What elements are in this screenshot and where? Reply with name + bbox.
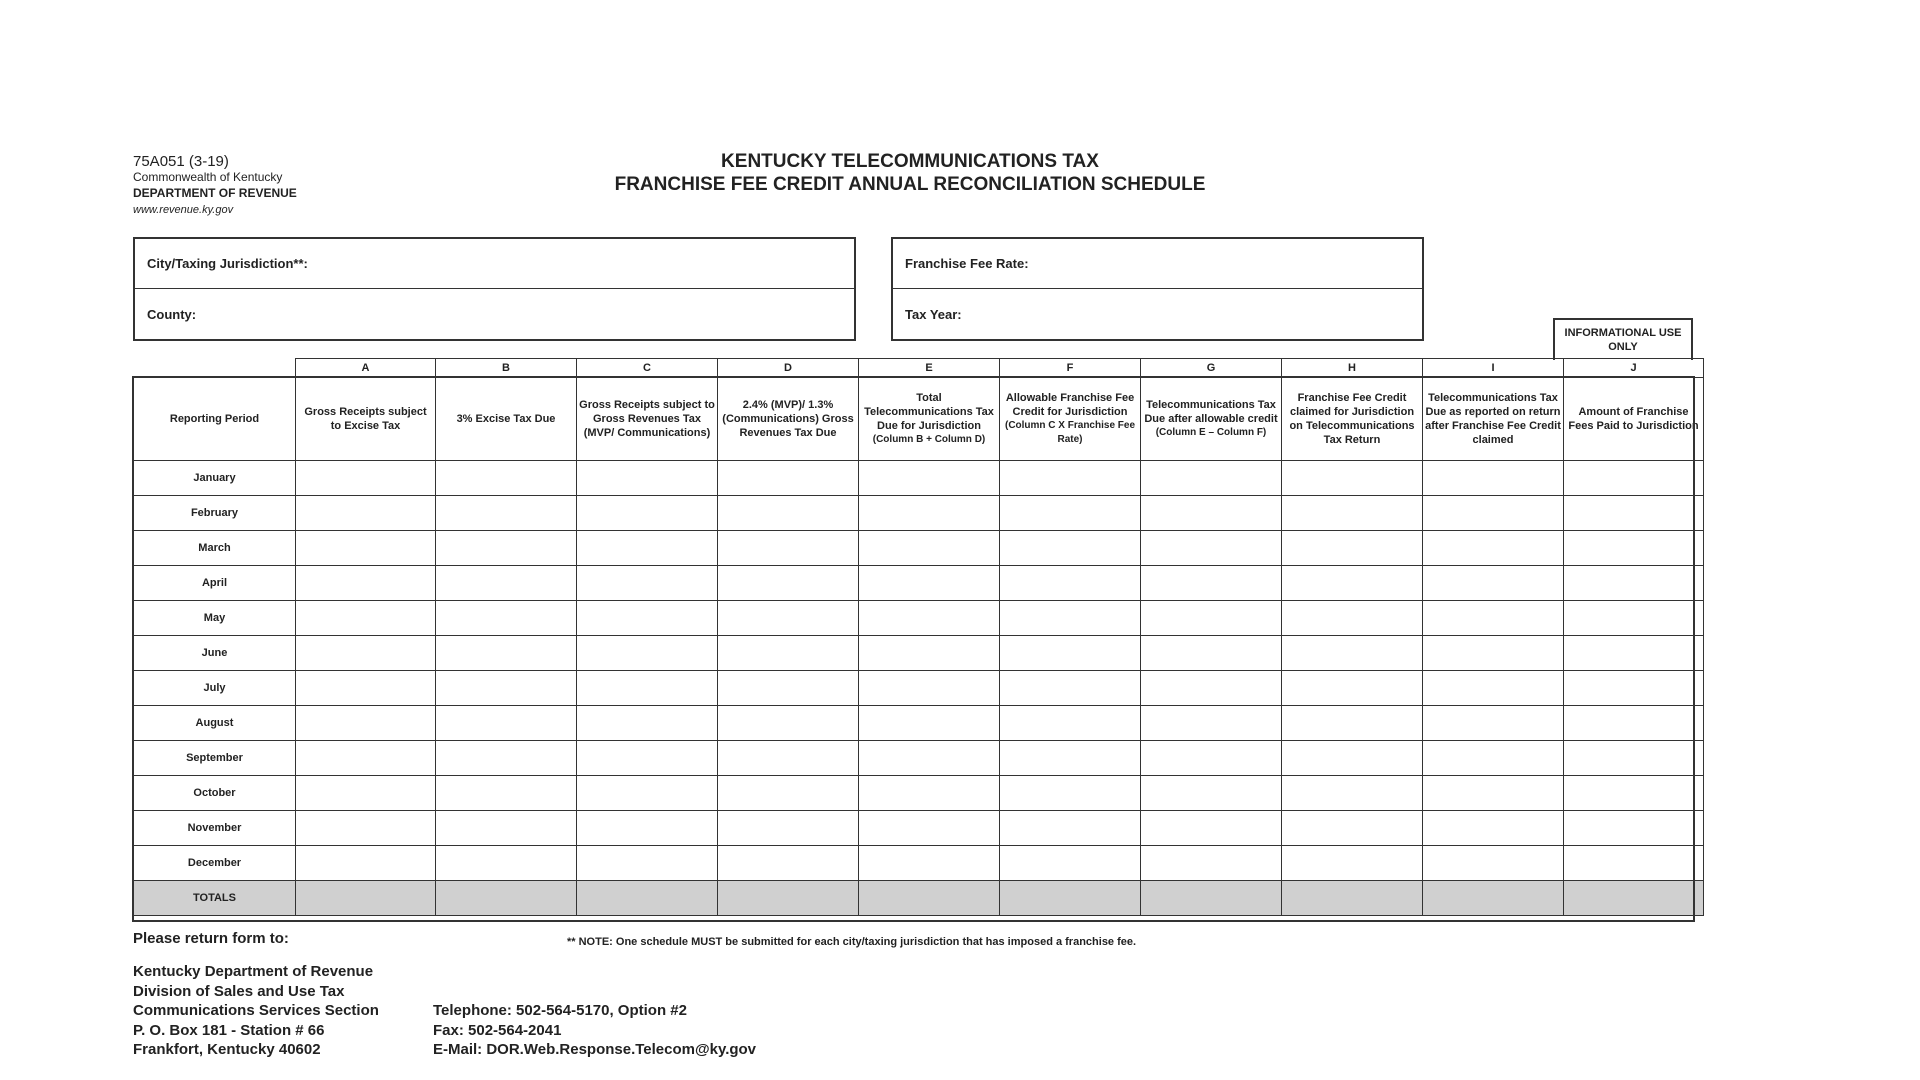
- telephone: Telephone: 502-564-5170, Option #2: [433, 1002, 687, 1019]
- entry-cell[interactable]: [577, 741, 718, 776]
- column-header: [1564, 378, 1704, 461]
- column-header: [134, 378, 296, 461]
- entry-cell[interactable]: [1000, 636, 1141, 671]
- entry-cell[interactable]: [1141, 811, 1282, 846]
- entry-cell[interactable]: [859, 846, 1000, 881]
- entry-cell[interactable]: [1564, 671, 1704, 706]
- entry-cell[interactable]: [436, 671, 577, 706]
- entry-cell[interactable]: [1423, 776, 1564, 811]
- entry-cell[interactable]: [718, 811, 859, 846]
- entry-cell[interactable]: [1564, 496, 1704, 531]
- entry-cell[interactable]: [1000, 601, 1141, 636]
- rate-box: [891, 237, 1424, 341]
- entry-cell[interactable]: [718, 601, 859, 636]
- entry-cell[interactable]: [718, 636, 859, 671]
- month-label: July: [134, 671, 296, 706]
- column-formula-note: (Column B + Column D): [872, 434, 986, 445]
- entry-cell[interactable]: [1423, 461, 1564, 496]
- entry-cell[interactable]: [577, 636, 718, 671]
- entry-cell[interactable]: [1564, 601, 1704, 636]
- entry-cell[interactable]: [296, 496, 436, 531]
- column-header: [436, 378, 577, 461]
- total-cell[interactable]: [1564, 881, 1704, 916]
- entry-cell[interactable]: [859, 496, 1000, 531]
- total-cell[interactable]: [718, 881, 859, 916]
- entry-cell[interactable]: [436, 461, 577, 496]
- entry-cell[interactable]: [1000, 671, 1141, 706]
- entry-cell[interactable]: [1141, 846, 1282, 881]
- entry-cell[interactable]: [1282, 671, 1423, 706]
- entry-cell[interactable]: [718, 741, 859, 776]
- tax-year-field[interactable]: [893, 289, 1422, 339]
- month-label: January: [134, 461, 296, 496]
- entry-cell[interactable]: [1000, 846, 1141, 881]
- entry-cell[interactable]: [577, 706, 718, 741]
- entry-cell[interactable]: [859, 531, 1000, 566]
- column-letter: B: [436, 359, 577, 378]
- entry-cell[interactable]: [296, 636, 436, 671]
- entry-cell[interactable]: [1141, 706, 1282, 741]
- entry-cell[interactable]: [577, 811, 718, 846]
- column-header-row: [134, 378, 1704, 461]
- entry-cell[interactable]: [718, 706, 859, 741]
- totals-row: [134, 881, 1704, 916]
- column-formula-note: (Column C X Franchise Fee Rate): [1004, 420, 1136, 445]
- entry-cell[interactable]: [296, 741, 436, 776]
- entry-cell[interactable]: [577, 496, 718, 531]
- entry-cell[interactable]: [1141, 601, 1282, 636]
- entry-cell[interactable]: [1564, 531, 1704, 566]
- address-line: Division of Sales and Use Tax: [133, 982, 345, 1000]
- address-line: P. O. Box 181 - Station # 66: [133, 1021, 325, 1039]
- entry-cell[interactable]: [296, 531, 436, 566]
- table-row: [134, 671, 1704, 706]
- entry-cell[interactable]: [296, 461, 436, 496]
- fee-rate-field[interactable]: [893, 239, 1422, 289]
- entry-cell[interactable]: [1423, 636, 1564, 671]
- entry-cell[interactable]: [859, 566, 1000, 601]
- month-label: April: [134, 566, 296, 601]
- column-header: [1141, 378, 1282, 461]
- entry-cell[interactable]: [859, 636, 1000, 671]
- column-letter: H: [1282, 359, 1423, 378]
- entry-cell[interactable]: [577, 566, 718, 601]
- entry-cell[interactable]: [436, 811, 577, 846]
- table-row: [134, 811, 1704, 846]
- column-header: [1000, 378, 1141, 461]
- month-label: June: [134, 636, 296, 671]
- column-letter: G: [1141, 359, 1282, 378]
- column-header-text: Reporting Period: [169, 413, 260, 425]
- table-row: [134, 601, 1704, 636]
- entry-cell[interactable]: [296, 776, 436, 811]
- entry-cell[interactable]: [1564, 636, 1704, 671]
- table-row: [134, 531, 1704, 566]
- entry-cell[interactable]: [296, 601, 436, 636]
- entry-cell[interactable]: [859, 601, 1000, 636]
- entry-cell[interactable]: [1141, 671, 1282, 706]
- column-header-text: Franchise Fee Credit claimed for Jurisdiction on Telecommunications Tax Return: [1289, 392, 1415, 446]
- entry-cell[interactable]: [859, 706, 1000, 741]
- entry-cell[interactable]: [1564, 846, 1704, 881]
- column-letter: D: [718, 359, 859, 378]
- entry-cell[interactable]: [1282, 811, 1423, 846]
- entry-cell[interactable]: [1141, 531, 1282, 566]
- total-cell[interactable]: [859, 881, 1000, 916]
- fax: Fax: 502-564-2041: [433, 1021, 562, 1039]
- entry-cell[interactable]: [296, 671, 436, 706]
- entry-cell[interactable]: [1000, 706, 1141, 741]
- entry-cell[interactable]: [1141, 496, 1282, 531]
- table-row: [134, 636, 1704, 671]
- entry-cell[interactable]: [1000, 776, 1141, 811]
- commonwealth-label: Commonwealth of Kentucky: [133, 170, 283, 184]
- column-header-text: 2.4% (MVP)/ 1.3% (Communications) Gross Revenues Tax Due: [722, 399, 854, 439]
- jurisdiction-box: [133, 237, 856, 341]
- table-row: [134, 741, 1704, 776]
- total-cell[interactable]: [577, 881, 718, 916]
- column-header: [859, 378, 1000, 461]
- entry-cell[interactable]: [1282, 496, 1423, 531]
- entry-cell[interactable]: [1000, 566, 1141, 601]
- entry-cell[interactable]: [436, 741, 577, 776]
- entry-cell[interactable]: [718, 776, 859, 811]
- entry-cell[interactable]: [1282, 706, 1423, 741]
- entry-cell[interactable]: [1423, 706, 1564, 741]
- column-header-text: Total Telecommunications Tax Due for Jurisdiction: [864, 392, 994, 432]
- month-label: September: [134, 741, 296, 776]
- column-header: [296, 378, 436, 461]
- total-cell[interactable]: [1141, 881, 1282, 916]
- total-cell[interactable]: [296, 881, 436, 916]
- entry-cell[interactable]: [1282, 461, 1423, 496]
- entry-cell[interactable]: [436, 846, 577, 881]
- column-letter: [134, 359, 296, 378]
- website-link[interactable]: www.revenue.ky.gov: [133, 204, 234, 216]
- entry-cell[interactable]: [859, 741, 1000, 776]
- entry-cell[interactable]: [1000, 811, 1141, 846]
- fee-rate-label: Franchise Fee Rate:: [905, 256, 1029, 271]
- entry-cell[interactable]: [1282, 636, 1423, 671]
- entry-cell[interactable]: [296, 846, 436, 881]
- entry-cell[interactable]: [436, 496, 577, 531]
- column-header: [1423, 378, 1564, 461]
- column-header-text: Allowable Franchise Fee Credit for Jurisdiction: [1005, 392, 1135, 418]
- entry-cell[interactable]: [296, 706, 436, 741]
- address-line: Kentucky Department of Revenue: [133, 963, 374, 980]
- column-letter: I: [1423, 359, 1564, 378]
- entry-cell[interactable]: [859, 671, 1000, 706]
- tax-year-label: Tax Year:: [905, 306, 962, 322]
- entry-cell[interactable]: [718, 846, 859, 881]
- table-row: [134, 706, 1704, 741]
- entry-cell[interactable]: [859, 461, 1000, 496]
- month-label: March: [134, 531, 296, 566]
- entry-cell[interactable]: [718, 566, 859, 601]
- return-address: [133, 962, 379, 1060]
- address-line: Frankfort, Kentucky 40602: [133, 1041, 321, 1058]
- email-link[interactable]: E-Mail: DOR.Web.Response.Telecom@ky.gov: [433, 1041, 757, 1058]
- form-number: 75A051 (3-19): [133, 153, 229, 170]
- column-letter: A: [296, 359, 436, 378]
- entry-cell[interactable]: [1564, 706, 1704, 741]
- entry-cell[interactable]: [1141, 636, 1282, 671]
- entry-cell[interactable]: [1000, 741, 1141, 776]
- county-field[interactable]: [135, 289, 854, 339]
- entry-cell[interactable]: [296, 566, 436, 601]
- return-header: Please return form to:: [133, 930, 289, 947]
- column-formula-note: (Column E – Column F): [1155, 427, 1267, 438]
- address-line: Communications Services Section: [133, 1002, 379, 1019]
- column-header: [718, 378, 859, 461]
- form-title: [560, 150, 1260, 196]
- total-cell[interactable]: [1423, 881, 1564, 916]
- column-letter: J: [1564, 359, 1704, 378]
- column-header: [1282, 378, 1423, 461]
- entry-cell[interactable]: [1423, 601, 1564, 636]
- entry-cell[interactable]: [718, 496, 859, 531]
- entry-cell[interactable]: [1282, 566, 1423, 601]
- jurisdiction-field[interactable]: [135, 239, 854, 289]
- column-header-text: 3% Excise Tax Due: [456, 413, 556, 425]
- entry-cell[interactable]: [1423, 566, 1564, 601]
- column-header-text: Amount of Franchise Fees Paid to Jurisdiction: [1568, 406, 1699, 432]
- entry-cell[interactable]: [859, 811, 1000, 846]
- month-label: December: [134, 846, 296, 881]
- entry-cell[interactable]: [1564, 566, 1704, 601]
- column-header-text: Telecommunications Tax Due as reported on return after Franchise Fee Credit claimed: [1425, 392, 1561, 446]
- table-row: [134, 496, 1704, 531]
- month-label: February: [134, 496, 296, 531]
- entry-cell[interactable]: [1564, 776, 1704, 811]
- entry-cell[interactable]: [1423, 741, 1564, 776]
- informational-use-only: INFORMATIONAL USE ONLY: [1553, 318, 1693, 360]
- entry-cell[interactable]: [436, 706, 577, 741]
- entry-cell[interactable]: [577, 461, 718, 496]
- entry-cell[interactable]: [1564, 811, 1704, 846]
- entry-cell[interactable]: [1000, 496, 1141, 531]
- contact-info: [433, 1001, 756, 1060]
- month-label: August: [134, 706, 296, 741]
- entry-cell[interactable]: [1423, 671, 1564, 706]
- table-row: [134, 776, 1704, 811]
- column-header-text: Telecommunications Tax Due after allowable credit: [1144, 399, 1278, 425]
- column-header: [577, 378, 718, 461]
- jurisdiction-label: City/Taxing Jurisdiction**:: [147, 256, 308, 271]
- entry-cell[interactable]: [577, 531, 718, 566]
- table-row: [134, 846, 1704, 881]
- entry-cell[interactable]: [1423, 846, 1564, 881]
- entry-cell[interactable]: [1423, 496, 1564, 531]
- entry-cell[interactable]: [718, 461, 859, 496]
- entry-cell[interactable]: [436, 776, 577, 811]
- column-letter: F: [1000, 359, 1141, 378]
- column-header-text: Gross Receipts subject to Gross Revenues Tax (MVP/ Communications): [579, 399, 715, 439]
- month-label: November: [134, 811, 296, 846]
- department-label: DEPARTMENT OF REVENUE: [133, 186, 297, 200]
- entry-cell[interactable]: [1000, 531, 1141, 566]
- entry-cell[interactable]: [718, 671, 859, 706]
- entry-cell[interactable]: [577, 776, 718, 811]
- submission-note: ** NOTE: One schedule MUST be submitted for each city/taxing jurisdiction that has imposed a franchise fee.: [567, 936, 1137, 948]
- entry-cell[interactable]: [577, 601, 718, 636]
- entry-cell[interactable]: [1141, 776, 1282, 811]
- entry-cell[interactable]: [1564, 461, 1704, 496]
- column-letter: C: [577, 359, 718, 378]
- total-cell[interactable]: [1000, 881, 1141, 916]
- column-letter: E: [859, 359, 1000, 378]
- entry-cell[interactable]: [1564, 741, 1704, 776]
- entry-cell[interactable]: [1141, 461, 1282, 496]
- form-identification: [133, 153, 297, 218]
- reconciliation-schedule-table: [133, 358, 1704, 916]
- table-row: [134, 461, 1704, 496]
- entry-cell[interactable]: [718, 531, 859, 566]
- entry-cell[interactable]: [1141, 566, 1282, 601]
- entry-cell[interactable]: [1282, 601, 1423, 636]
- total-cell[interactable]: [1282, 881, 1423, 916]
- title-line-2: FRANCHISE FEE CREDIT ANNUAL RECONCILIATION SCHEDULE: [614, 174, 1206, 195]
- entry-cell[interactable]: [436, 566, 577, 601]
- entry-cell[interactable]: [1000, 461, 1141, 496]
- entry-cell[interactable]: [436, 601, 577, 636]
- entry-cell[interactable]: [859, 776, 1000, 811]
- entry-cell[interactable]: [1423, 811, 1564, 846]
- entry-cell[interactable]: [577, 671, 718, 706]
- entry-cell[interactable]: [1282, 846, 1423, 881]
- entry-cell[interactable]: [436, 531, 577, 566]
- title-line-1: KENTUCKY TELECOMMUNICATIONS TAX: [721, 151, 1099, 172]
- entry-cell[interactable]: [1423, 531, 1564, 566]
- total-cell[interactable]: [436, 881, 577, 916]
- entry-cell[interactable]: [1141, 741, 1282, 776]
- entry-cell[interactable]: [1282, 741, 1423, 776]
- entry-cell[interactable]: [1282, 776, 1423, 811]
- month-label: October: [134, 776, 296, 811]
- month-label: May: [134, 601, 296, 636]
- entry-cell[interactable]: [1282, 531, 1423, 566]
- table-row: [134, 566, 1704, 601]
- column-letter-row: [134, 359, 1704, 378]
- column-header-text: Gross Receipts subject to Excise Tax: [304, 406, 427, 432]
- entry-cell[interactable]: [436, 636, 577, 671]
- entry-cell[interactable]: [296, 811, 436, 846]
- county-label: County:: [147, 306, 197, 322]
- entry-cell[interactable]: [577, 846, 718, 881]
- totals-label: TOTALS: [134, 881, 296, 916]
